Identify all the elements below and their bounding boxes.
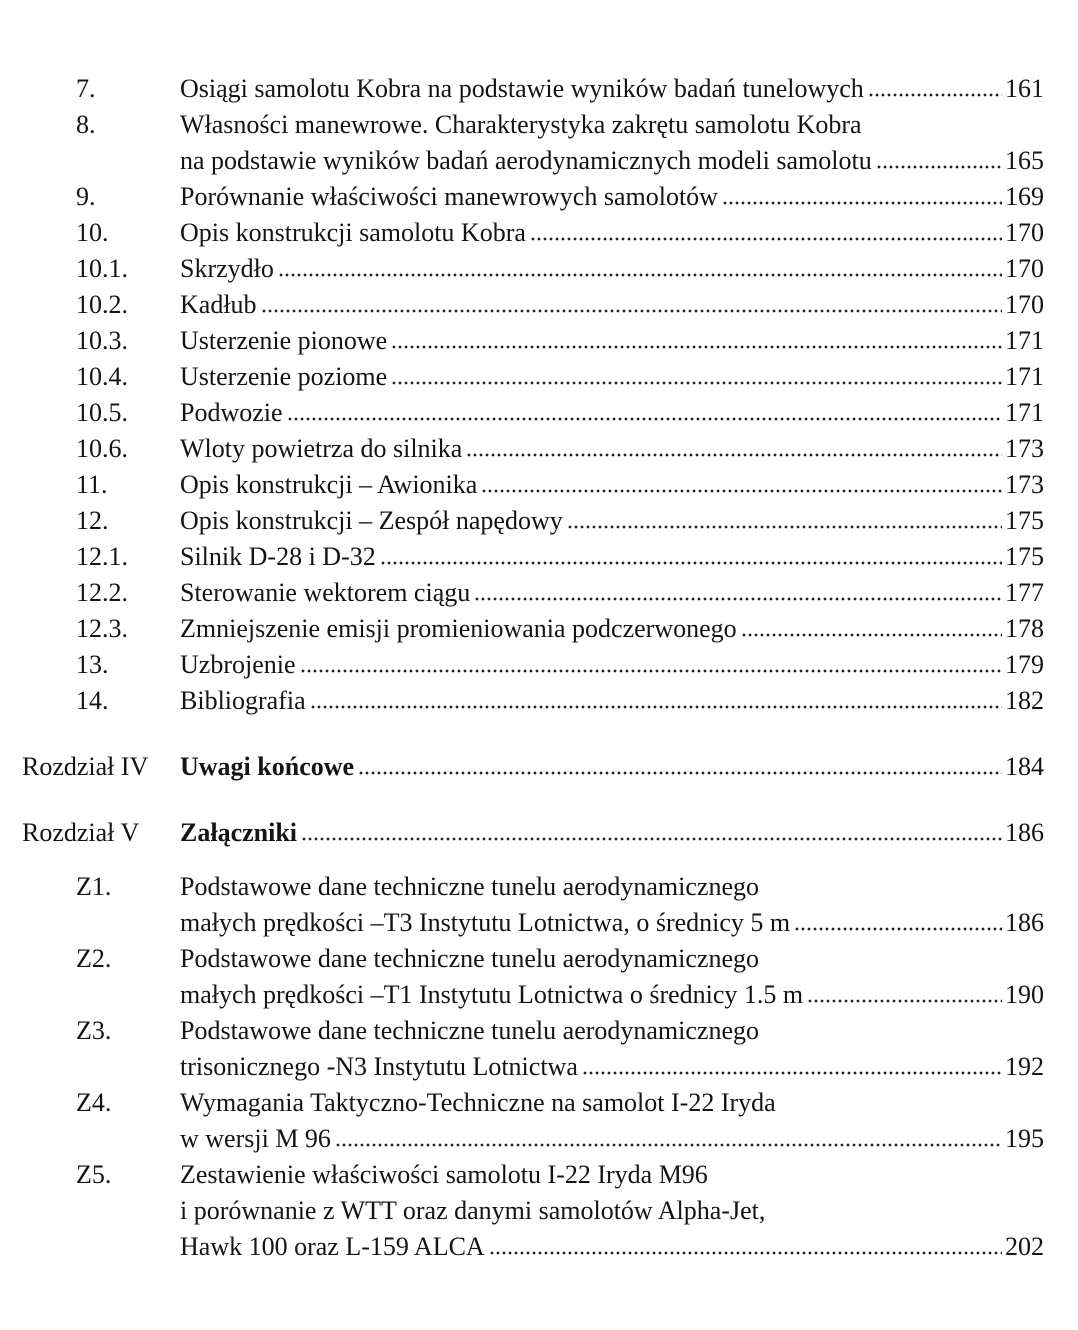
appendix-title: Podstawowe dane techniczne tunelu aerodynamicznego [180,944,759,973]
entry-title-line [180,144,1044,178]
toc-appendix-continuation [0,1050,1078,1084]
page-number: 179 [1005,650,1044,679]
toc-chapter [0,816,1078,850]
entry-number: 14. [76,686,109,715]
entry-title-line [180,684,1044,718]
entry-number: 10.3. [76,326,128,355]
appendix-title-line [180,1086,1044,1120]
toc-entry [0,468,1078,502]
page-number: 161 [1005,74,1044,103]
dot-leader [261,308,1002,314]
toc-entry [0,288,1078,322]
appendix-title: trisonicznego -N3 Instytutu Lotnictwa [180,1052,578,1081]
page-number: 202 [1005,1232,1044,1261]
toc-appendix [0,1014,1078,1048]
toc-entry [0,72,1078,106]
appendix-title-line [180,978,1044,1012]
entry-title: Osiągi samolotu Kobra na podstawie wyników badań tunelowych [180,74,864,103]
appendix-title: Wymagania Taktyczno-Techniczne na samolot I-22 Iryda [180,1088,776,1117]
chapter-title-line [180,750,1044,784]
page-number: 171 [1005,326,1044,355]
appendix-title-line [180,1122,1044,1156]
entry-title-line [180,612,1044,646]
entry-title: Własności manewrowe. Charakterystyka zakrętu samolotu Kobra [180,110,862,139]
page-number: 170 [1005,218,1044,247]
toc-entry [0,612,1078,646]
toc-entry [0,540,1078,574]
entry-title: Opis konstrukcji samolotu Kobra [180,218,526,247]
dot-leader [481,488,1002,494]
page-number: 170 [1005,290,1044,319]
entry-title-line [180,324,1044,358]
toc-appendix [0,870,1078,904]
dot-leader [530,236,1002,242]
entry-title-line [180,540,1044,574]
toc-entry-continuation [0,144,1078,178]
page-number: 170 [1005,254,1044,283]
page-number: 192 [1005,1052,1044,1081]
dot-leader [310,704,1002,710]
entry-title-line [180,216,1044,250]
appendix-number: Z4. [76,1088,112,1117]
entry-title-line [180,72,1044,106]
appendix-title: i porównanie z WTT oraz danymi samolotów Alpha-Jet, [180,1196,766,1225]
entry-title: Opis konstrukcji – Zespół napędowy [180,506,563,535]
dot-leader [335,1142,1002,1148]
dot-leader [876,164,1002,170]
dot-leader [741,632,1002,638]
dot-leader [287,416,1002,422]
entry-title: Uzbrojenie [180,650,296,679]
appendix-title-line [180,1014,1044,1048]
entry-number: 13. [76,650,109,679]
dot-leader [300,668,1002,674]
dot-leader [391,380,1002,386]
page-number: 184 [1005,752,1044,781]
appendix-number: Z5. [76,1160,112,1189]
toc-entry [0,648,1078,682]
dot-leader [301,836,1002,842]
entry-title-line [180,396,1044,430]
dot-leader [466,452,1002,458]
chapter-label: Rozdział V [22,818,140,847]
entry-number: 7. [76,74,96,103]
dot-leader [358,770,1002,776]
appendix-title: Podstawowe dane techniczne tunelu aerodynamicznego [180,1016,759,1045]
entry-title: na podstawie wyników badań aerodynamicznych modeli samolotu [180,146,872,175]
appendix-number: Z2. [76,944,112,973]
page-number: 186 [1005,908,1044,937]
entry-title: Bibliografia [180,686,306,715]
entry-title: Opis konstrukcji – Awionika [180,470,478,499]
appendix-number: Z1. [76,872,112,901]
dot-leader [794,926,1002,932]
entry-title-line [180,252,1044,286]
dot-leader [567,524,1002,530]
appendix-title-line [180,870,1044,904]
chapter-label: Rozdział IV [22,752,149,781]
page-number: 175 [1005,506,1044,535]
entry-title: Zmniejszenie emisji promieniowania podczerwonego [180,614,737,643]
entry-title-line [180,108,1044,142]
toc-appendix-continuation [0,1122,1078,1156]
dot-leader [474,596,1002,602]
page-number: 190 [1005,980,1044,1009]
toc-entry [0,360,1078,394]
dot-leader [582,1070,1002,1076]
appendix-title-line [180,1194,1044,1228]
page-number: 195 [1005,1124,1044,1153]
appendix-title-line [180,1050,1044,1084]
entry-title: Porównanie właściwości manewrowych samolotów [180,182,718,211]
appendix-title-line [180,1230,1044,1264]
entry-number: 10.4. [76,362,128,391]
toc-entry [0,396,1078,430]
toc-entry [0,576,1078,610]
dot-leader [391,344,1002,350]
entry-title-line [180,648,1044,682]
entry-number: 8. [76,110,96,139]
page-number: 171 [1005,362,1044,391]
entry-number: 12. [76,506,109,535]
entry-title-line [180,360,1044,394]
appendix-title: Hawk 100 oraz L-159 ALCA [180,1232,485,1261]
page-number: 178 [1005,614,1044,643]
appendix-title: małych prędkości –T3 Instytutu Lotnictwa, o średnicy 5 m [180,908,791,937]
entry-number: 10. [76,218,109,247]
entry-number: 10.1. [76,254,128,283]
dot-leader [868,92,1002,98]
page-number: 182 [1005,686,1044,715]
appendix-title-line [180,942,1044,976]
chapter-title-line [180,816,1044,850]
chapter-title: Uwagi końcowe [180,752,355,781]
entry-title: Skrzydło [180,254,274,283]
toc-entry [0,684,1078,718]
entry-number: 11. [76,470,108,499]
page-number: 165 [1005,146,1044,175]
page-number: 175 [1005,542,1044,571]
entry-title-line [180,432,1044,466]
toc-chapter [0,750,1078,784]
entry-number: 12.3. [76,614,128,643]
toc-entry [0,432,1078,466]
page-number: 173 [1005,470,1044,499]
entry-title: Silnik D-28 i D-32 [180,542,376,571]
entry-title-line [180,288,1044,322]
toc-entry [0,324,1078,358]
toc-appendix [0,942,1078,976]
entry-title: Usterzenie pionowe [180,326,388,355]
appendix-title: Zestawienie właściwości samolotu I-22 Iryda M96 [180,1160,708,1189]
toc-appendix-continuation [0,1230,1078,1264]
entry-number: 12.1. [76,542,128,571]
appendix-title: Podstawowe dane techniczne tunelu aerodynamicznego [180,872,759,901]
entry-number: 10.2. [76,290,128,319]
page-number: 177 [1005,578,1044,607]
appendix-title-line [180,1158,1044,1192]
page-number: 173 [1005,434,1044,463]
toc-appendix [0,1158,1078,1192]
appendix-number: Z3. [76,1016,112,1045]
dot-leader [380,560,1002,566]
toc-appendix-continuation [0,906,1078,940]
toc-appendix [0,1086,1078,1120]
page-number: 171 [1005,398,1044,427]
entry-title-line [180,576,1044,610]
entry-number: 9. [76,182,96,211]
toc-entry [0,504,1078,538]
toc-appendix-continuation [0,1194,1078,1228]
toc-entry [0,108,1078,142]
entry-title: Sterowanie wektorem ciągu [180,578,471,607]
entry-number: 12.2. [76,578,128,607]
page-number: 186 [1005,818,1044,847]
appendix-title-line [180,906,1044,940]
chapter-title: Załączniki [180,818,298,847]
page-number: 169 [1005,182,1044,211]
entry-number: 10.5. [76,398,128,427]
toc-appendix-continuation [0,978,1078,1012]
entry-title: Usterzenie poziome [180,362,388,391]
entry-title-line [180,180,1044,214]
appendix-title: w wersji M 96 [180,1124,331,1153]
toc-entry [0,180,1078,214]
dot-leader [722,200,1002,206]
entry-title-line [180,468,1044,502]
entry-number: 10.6. [76,434,128,463]
entry-title-line [180,504,1044,538]
entry-title: Kadłub [180,290,257,319]
toc-entry [0,216,1078,250]
dot-leader [489,1250,1002,1256]
entry-title: Wloty powietrza do silnika [180,434,463,463]
entry-title: Podwozie [180,398,283,427]
dot-leader [807,998,1002,1004]
toc-entry [0,252,1078,286]
appendix-title: małych prędkości –T1 Instytutu Lotnictwa o średnicy 1.5 m [180,980,804,1009]
dot-leader [278,272,1002,278]
